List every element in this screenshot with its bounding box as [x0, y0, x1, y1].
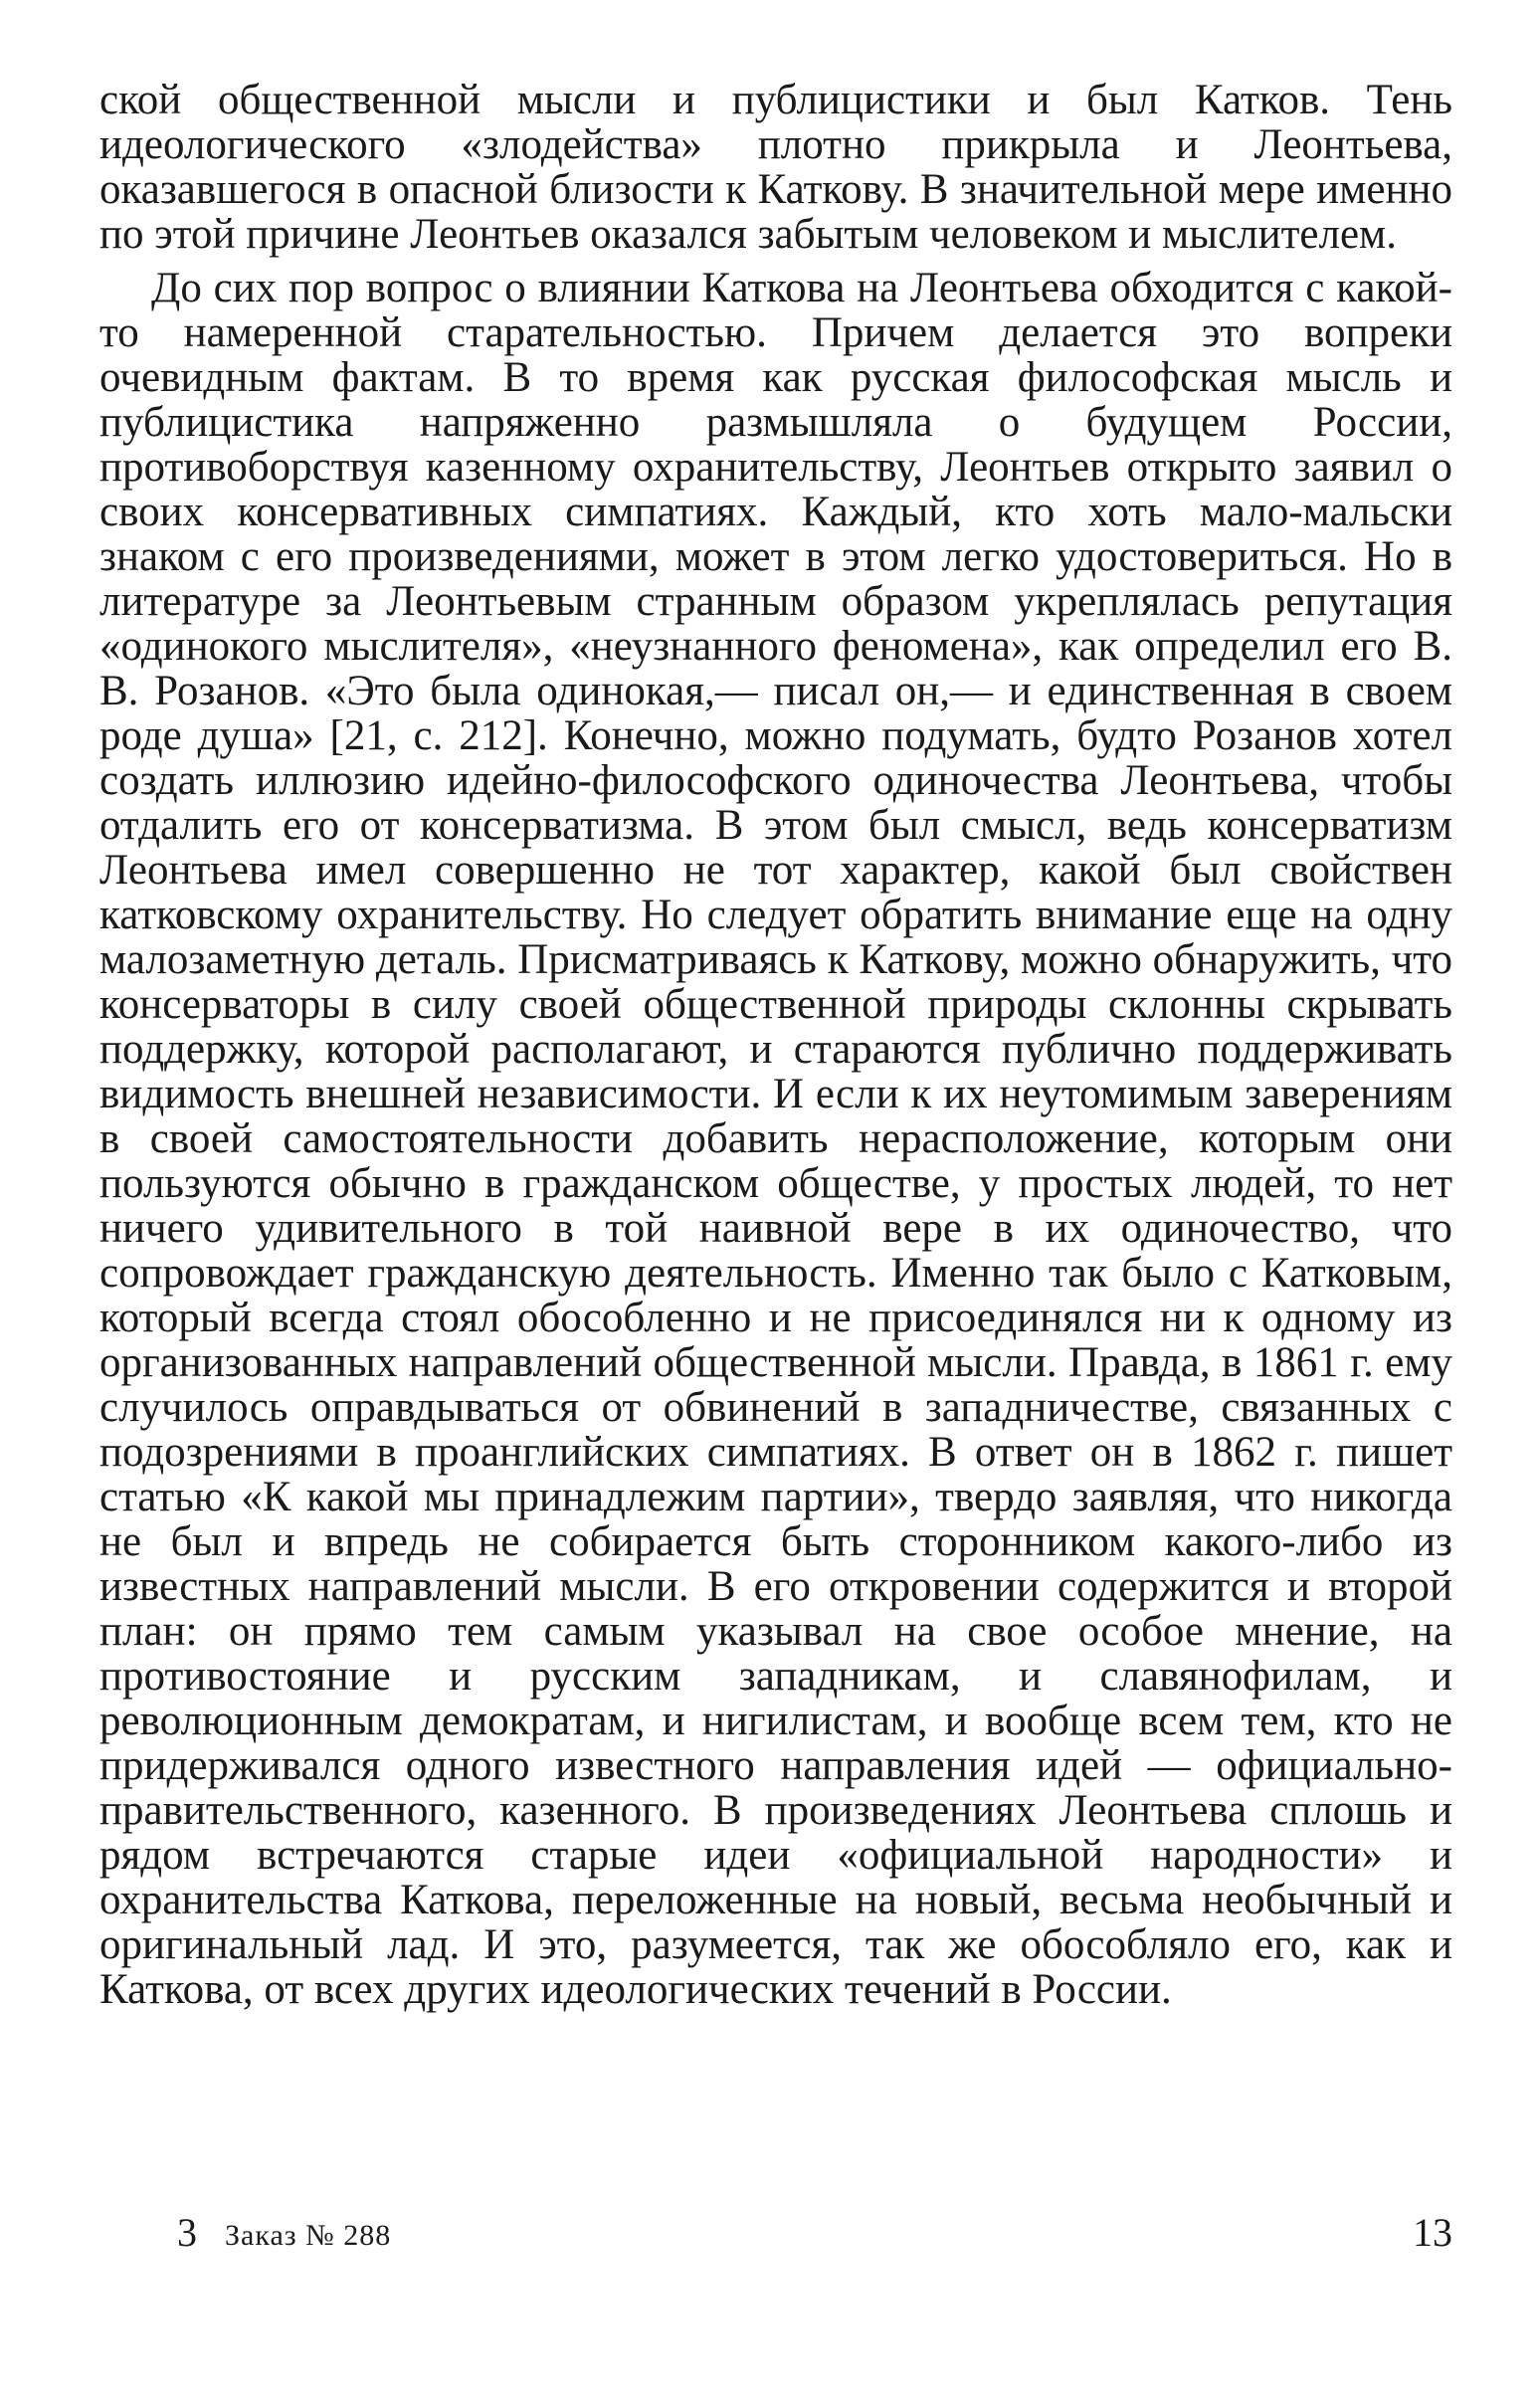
- paragraph-continuation: ской общественной мысли и публицистики и был Катков. Тень идеологического «злодейства» плотно прикрыла и Леонтьева, оказавшегося в опасной близости к Каткову. В значительной мере именно по этой причине Леонтьев оказался забытым человеком и мыслителем.: [99, 77, 1452, 258]
- paragraph-main: До сих пор вопрос о влиянии Каткова на Леонтьева обходится с какой-то намеренной старательностью. Причем делается это вопреки очевидным фактам. В то время как русская философская мысль и публицистика напряженно размышляла о будущем России, противоборствуя казенному охранительству, Леонтьев открыто заявил о своих консервативных симпатиях. Каждый, кто хоть мало-мальски знаком с его произведениями, может в этом легко удостовериться. Но в литературе за Леонтьевым странным образом укреплялась репутация «одинокого мыслителя», «неузнанного феномена», как определил его В. В. Розанов. «Это была одинокая,— писал он,— и единственная в своем роде душа» [21, с. 212]. Конечно, можно подумать, будто Розанов хотел создать иллюзию идейно-философского одиночества Леонтьева, чтобы отдалить его от консерватизма. В этом был смысл, ведь консерватизм Леонтьева имел совершенно не тот характер, какой был свойствен катковскому охранительству. Но следует обратить внимание еще на одну малозаметную деталь. Присматриваясь к Каткову, можно обнаружить, что консерваторы в силу своей общественной природы склонны скрывать поддержку, которой располагают, и стараются публично поддерживать видимость внешней независимости. И если к их неутомимым заверениям в своей самостоятельности добавить нерасположение, которым они пользуются обычно в гражданском обществе, у простых людей, то нет ничего удивительного в той наивной вере в их одиночество, что сопровождает гражданскую деятельность. Именно так было с Катковым, который всегда стоял обособленно и не присоединялся ни к одному из организованных направлений общественной мысли. Правда, в 1861 г. ему случилось оправдываться от обвинений в западничестве, связанных с подозрениями в проанглийских симпатиях. В ответ он в 1862 г. пишет статью «К какой мы принадлежим партии», твердо заявляя, что никогда не был и впредь не собирается быть сторонником какого-либо из известных направлений мысли. В его откровении содержится и второй план: он прямо тем самым указывал на свое особое мнение, на противостояние и русским западникам, и славянофилам, и революционным демократам, и нигилистам, и вообще всем тем, кто не придерживался одного известного направления идей — официально-правительственного, казенного. В произведениях Леонтьева сплошь и рядом встречаются старые идеи «официальной народности» и охранительства Каткова, переложенные на новый, весьма необычный и оригинальный лад. И это, разумеется, так же обособляло его, как и Каткова, от всех других идеологических течений в России.: [99, 265, 1452, 2013]
- page-body: [99, 78, 1452, 2012]
- page-footer: [169, 2209, 1452, 2269]
- signature-number: 3: [177, 2210, 197, 2255]
- page-number: 13: [1413, 2210, 1452, 2255]
- print-order-label: Заказ № 288: [225, 2219, 392, 2252]
